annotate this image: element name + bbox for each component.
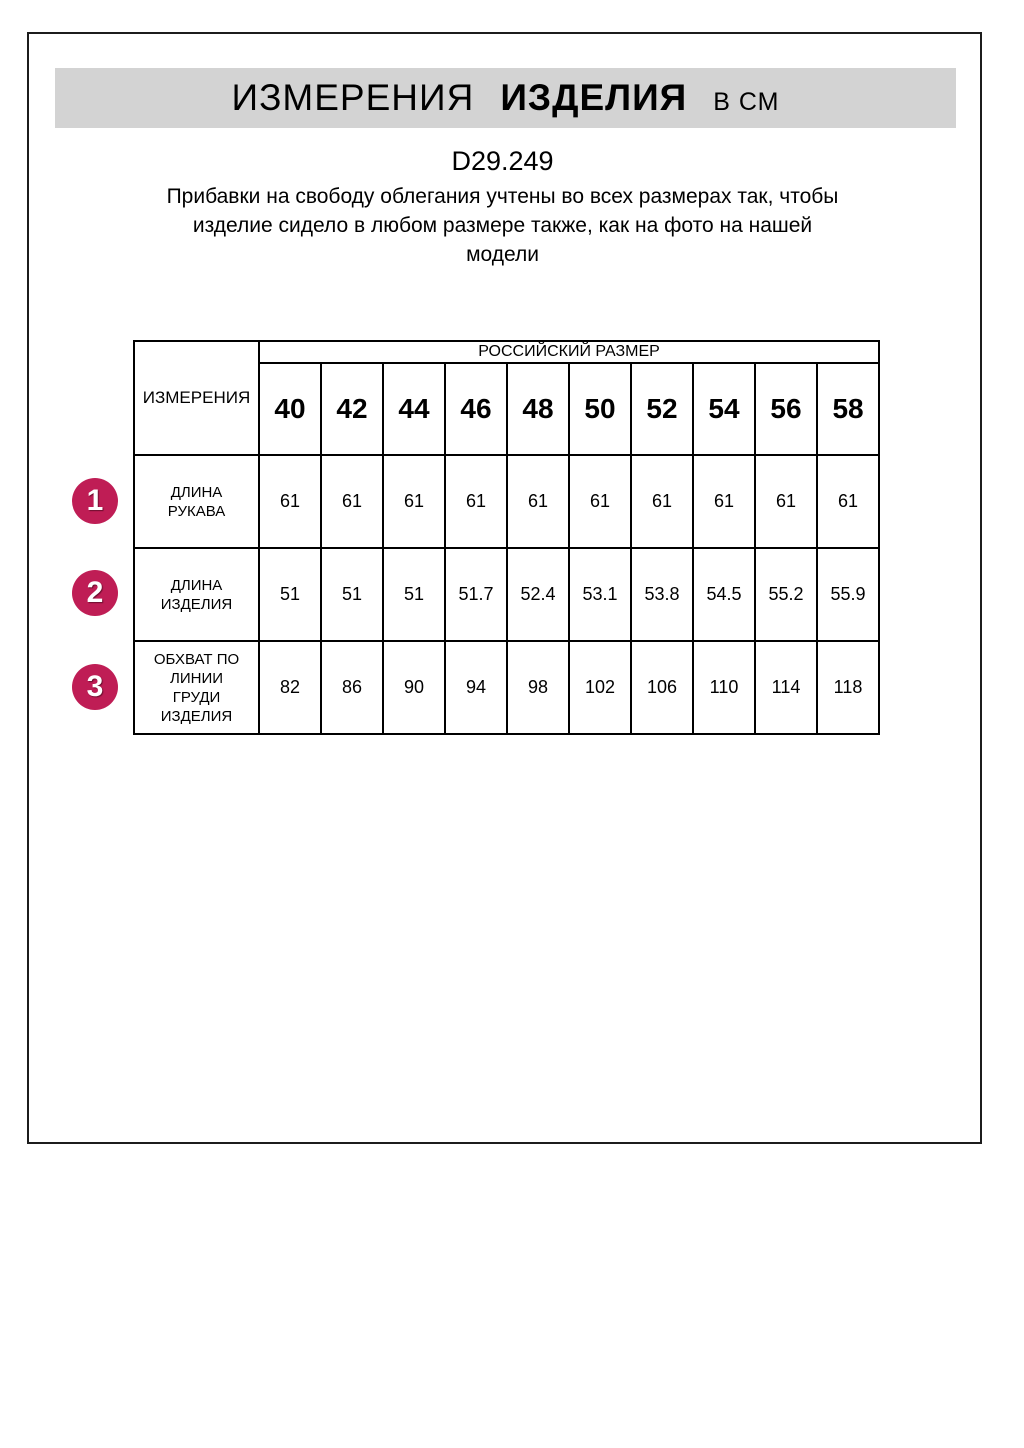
size-column-header: 48 [507,363,569,455]
measurement-row [134,641,879,734]
measurement-value: 94 [445,641,507,734]
measurement-value: 61 [693,455,755,548]
measurement-value: 90 [383,641,445,734]
measurement-value: 82 [259,641,321,734]
row-number-badge-3: 3 [72,664,118,710]
measurement-value: 51.7 [445,548,507,641]
measurement-value: 54.5 [693,548,755,641]
measurement-row [134,455,879,548]
size-column-header: 46 [445,363,507,455]
size-measurements-table [133,340,880,735]
size-column-header: 42 [321,363,383,455]
measurement-value: 114 [755,641,817,734]
measurement-value: 61 [631,455,693,548]
measurement-value: 98 [507,641,569,734]
fit-description [27,182,978,269]
size-column-header: 58 [817,363,879,455]
measurement-value: 55.2 [755,548,817,641]
size-column-header: 56 [755,363,817,455]
measurements-column-header: ИЗМЕРЕНИЯ [134,341,259,455]
title-word-measurements: ИЗМЕРЕНИЯ [231,77,475,118]
page-title [231,77,779,119]
measurement-value: 61 [321,455,383,548]
description-line: модели [466,243,539,266]
measurement-value: 61 [383,455,445,548]
measurement-value: 51 [383,548,445,641]
measurement-value: 102 [569,641,631,734]
measurement-value: 118 [817,641,879,734]
measurement-value: 61 [259,455,321,548]
measurement-label: ДЛИНА ИЗДЕЛИЯ [134,548,259,641]
measurement-value: 61 [445,455,507,548]
product-code: D29.249 [451,146,554,176]
measurement-value: 61 [569,455,631,548]
size-column-header: 40 [259,363,321,455]
size-column-header: 50 [569,363,631,455]
measurement-value: 86 [321,641,383,734]
measurement-value: 61 [817,455,879,548]
russian-size-header: РОССИЙСКИЙ РАЗМЕР [259,341,879,363]
description-line: изделие сидело в любом размере также, как на фото на нашей [192,214,813,237]
measurement-row [134,548,879,641]
measurement-value: 106 [631,641,693,734]
measurement-value: 55.9 [817,548,879,641]
title-unit-cm: В СМ [713,88,780,116]
measurement-value: 53.1 [569,548,631,641]
size-column-header: 54 [693,363,755,455]
measurement-value: 61 [507,455,569,548]
row-number-badge-1: 1 [72,478,118,524]
row-number-badge-2: 2 [72,570,118,616]
measurement-value: 61 [755,455,817,548]
size-group-header-row [134,341,879,363]
measurement-value: 51 [259,548,321,641]
description-line: Прибавки на свободу облегания учтены во всех размерах так, чтобы [166,185,839,208]
measurement-value: 53.8 [631,548,693,641]
size-column-header: 52 [631,363,693,455]
title-word-product: ИЗДЕЛИЯ [500,77,688,118]
measurement-value: 110 [693,641,755,734]
measurement-value: 52.4 [507,548,569,641]
size-column-header: 44 [383,363,445,455]
measurement-label: ОБХВАТ ПО ЛИНИИ ГРУДИ ИЗДЕЛИЯ [134,641,259,734]
measurement-value: 51 [321,548,383,641]
measurement-label: ДЛИНА РУКАВА [134,455,259,548]
title-banner [55,68,956,128]
